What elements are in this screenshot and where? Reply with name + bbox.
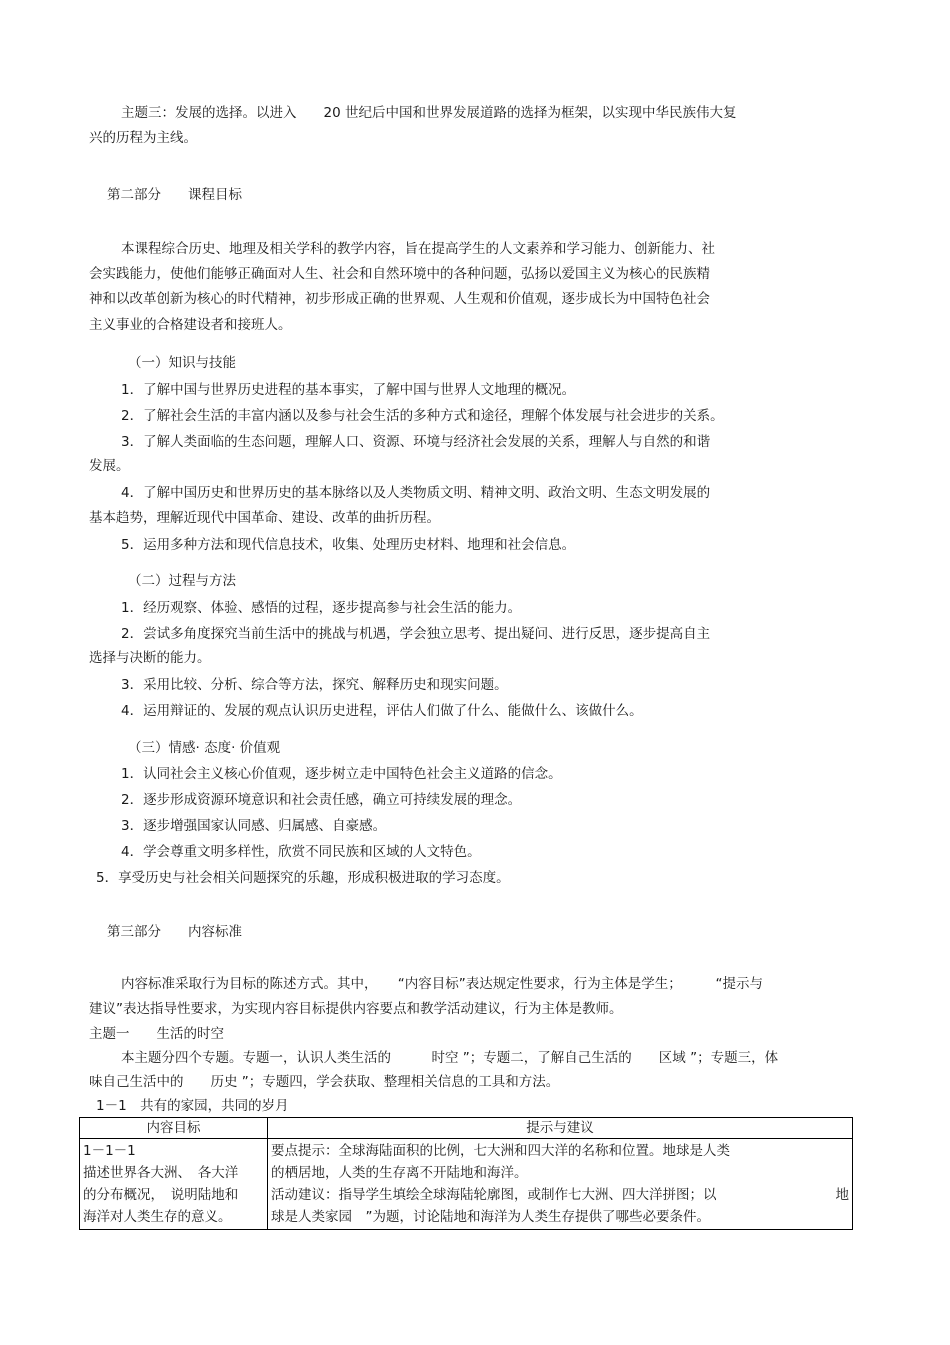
knowledge-item-4: 4．了解中国历史和世界历史的基本脉络以及人类物质文明、精神文明、政治文明、生态文明发展的 [121,485,711,501]
subsection-values-heading: （三）情感· 态度· 价值观 [128,740,281,756]
section-2-heading: 第二部分 课程目标 [107,187,242,203]
goal-intro-line-2: 会实践能力，使他们能够正确面对人生、社会和自然环境中的各种问题，弘扬以爱国主义为核心的民族精 [89,266,710,282]
hints-activity-trailing: 地 [835,1187,849,1203]
process-item-2-cont: 选择与决断的能力。 [89,650,211,666]
hints-cell [268,1139,853,1230]
theme3-line-2: 兴的历程为主线。 [89,130,197,146]
goal-intro-line-1: 本课程综合历史、地理及相关学科的教学内容，旨在提高学生的人文素养和学习能力、创新能力、社 [121,241,715,257]
header-content-goal: 内容目标 [80,1118,268,1139]
subsection-process-heading: （二）过程与方法 [128,573,236,589]
goal-intro-line-4: 主义事业的合格建设者和接班人。 [89,317,292,333]
goal-cell [80,1139,268,1230]
knowledge-item-5: 5．运用多种方法和现代信息技术，收集、处理历史材料、地理和社会信息。 [121,537,576,553]
subsection-knowledge-heading: （一）知识与技能 [128,355,236,371]
knowledge-item-3: 3．了解人类面临的生态问题，理解人口、资源、环境与经济社会发展的关系，理解人与自然的和谐 [121,434,711,450]
hints-line: 要点提示：全球海陆面积的比例，七大洲和四大洋的名称和位置。地球是人类 [271,1143,730,1159]
values-item-2: 2．逐步形成资源环境意识和社会责任感，确立可持续发展的理念。 [121,792,522,808]
content-standard-table [79,1117,853,1230]
goal-text-line: 描述世界各大洲、 各大洋 [83,1165,239,1181]
values-item-3: 3．逐步增强国家认同感、归属感、自豪感。 [121,818,387,834]
topic-1-1-heading: 1－1 共有的家园，共同的岁月 [96,1098,289,1114]
process-item-1: 1．经历观察、体验、感悟的过程，逐步提高参与社会生活的能力。 [121,600,522,616]
table-header-row [80,1118,853,1139]
hints-line: 的栖居地，人类的生存离不开陆地和海洋。 [271,1165,528,1181]
knowledge-item-1: 1．了解中国与世界历史进程的基本事实，了解中国与世界人文地理的概况。 [121,382,576,398]
theme3-line-1: 主题三：发展的选择。以进入 20 世纪后中国和世界发展道路的选择为框架，以实现中华民族伟大复 [121,105,737,121]
content-intro-line-2: 建议”表达指导性要求，为实现内容目标提供内容要点和教学活动建议，行为主体是教师。 [89,1001,623,1017]
section-3-heading: 第三部分 内容标准 [107,924,242,940]
hints-line: 球是人类家园 ”为题，讨论陆地和海洋为人类生存提供了哪些必要条件。 [271,1209,710,1225]
goal-intro-line-3: 神和以改革创新为核心的时代精神，初步形成正确的世界观、人生观和价值观，逐步成长为中国特色社会 [89,291,710,307]
goal-text-line: 的分布概况， 说明陆地和 [83,1187,239,1203]
hints-activity-line [271,1184,849,1206]
theme1-intro-line-1: 本主题分四个专题。专题一，认识人类生活的 时空 ”；专题二，了解自己生活的 区域 ”；专题三，体 [121,1050,779,1066]
table-row [80,1139,853,1230]
process-item-4: 4．运用辩证的、发展的观点认识历史进程，评估人们做了什么、能做什么、该做什么。 [121,703,643,719]
theme1-heading: 主题一 生活的时空 [89,1026,224,1042]
values-item-5: 5．享受历史与社会相关问题探究的乐趣，形成积极进取的学习态度。 [96,870,510,886]
theme1-intro-line-2: 味自己生活中的 历史 ”；专题四，学会获取、整理相关信息的工具和方法。 [89,1074,560,1090]
goal-code: 1－1－1 [83,1143,136,1159]
goal-text-line: 海洋对人类生存的意义。 [83,1209,232,1225]
process-item-2: 2．尝试多角度探究当前生活中的挑战与机遇，学会独立思考、提出疑问、进行反思，逐步提高自主 [121,626,711,642]
process-item-3: 3．采用比较、分析、综合等方法，探究、解释历史和现实问题。 [121,677,508,693]
values-item-1: 1．认同社会主义核心价值观，逐步树立走中国特色社会主义道路的信念。 [121,766,562,782]
values-item-4: 4．学会尊重文明多样性，欣赏不同民族和区域的人文特色。 [121,844,481,860]
content-intro-line-1: 内容标准采取行为目标的陈述方式。其中， “内容目标”表达规定性要求，行为主体是学生； “提示与 [121,976,763,992]
hints-activity-text: 活动建议：指导学生填绘全球海陆轮廓图，或制作七大洲、四大洋拼图；以 [271,1187,717,1203]
knowledge-item-4-cont: 基本趋势，理解近现代中国革命、建设、改革的曲折历程。 [89,510,440,526]
knowledge-item-2: 2．了解社会生活的丰富内涵以及参与社会生活的多种方式和途径，理解个体发展与社会进步的关系。 [121,408,724,424]
knowledge-item-3-cont: 发展。 [89,458,130,474]
header-hints-suggestions: 提示与建议 [268,1118,853,1139]
